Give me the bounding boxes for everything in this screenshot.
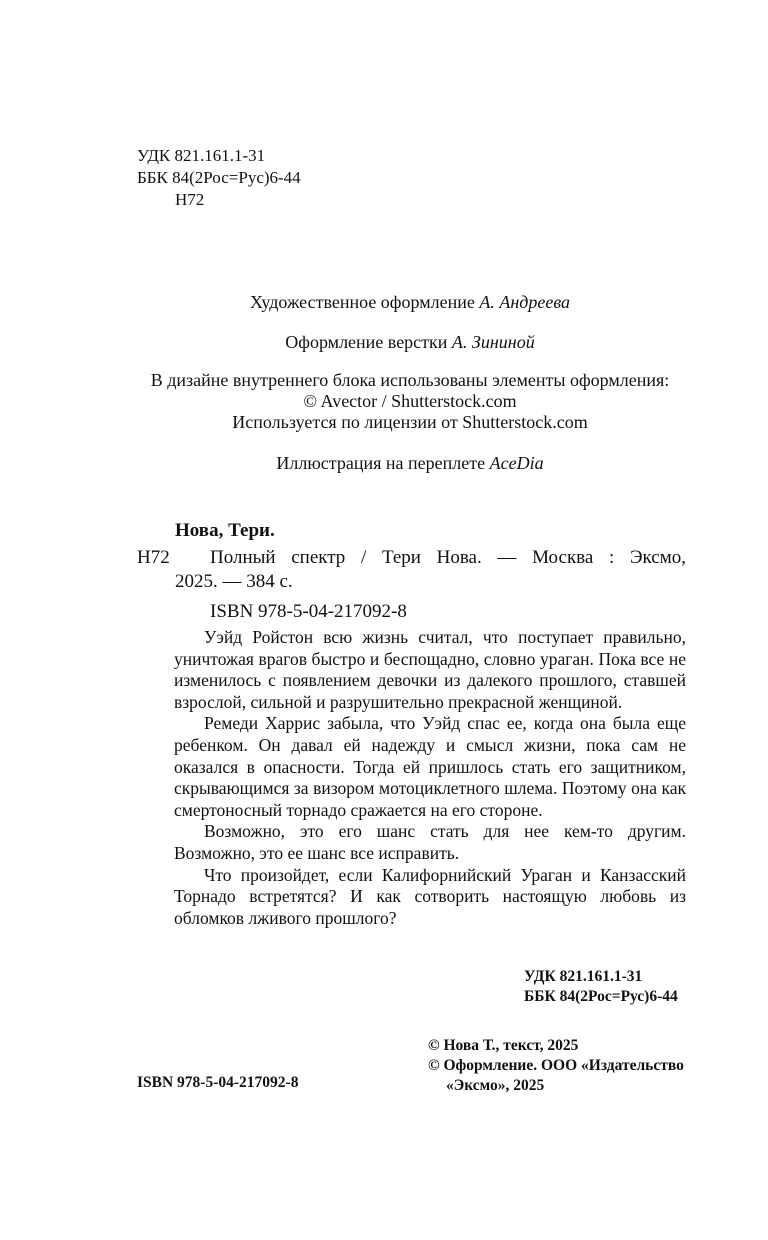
footer-udk: УДК 821.161.1-31 — [524, 968, 643, 985]
copyright-design-line-2: «Эксмо», 2025 — [446, 1077, 545, 1094]
cover-design-credit — [134, 291, 686, 314]
author-heading: Нова, Тери. — [175, 520, 275, 541]
footer-bbk: ББК 84(2Рос=Рус)6-44 — [524, 988, 678, 1005]
cover-design-label: Художественное оформление — [249, 292, 480, 312]
layout-credit — [134, 331, 686, 354]
title-line-1: Полный спектр / Тери Нова. — Москва : Эксмо, — [210, 547, 686, 568]
illustration-label: Иллюстрация на переплете — [276, 453, 490, 473]
annotation-paragraph: Уэйд Ройстон всю жизнь считал, что поступает правильно, уничтожая врагов быстро и беспощадно, словно ураган. Пока все не изменилось с появлением девочки из далекого прошлого, ставшей взрослой, сильной и разрушительно прекрасной женщиной. — [174, 627, 686, 712]
design-elements-line-3: Используется по лицензии от Shutterstock.com — [232, 412, 588, 432]
illustration-credit — [134, 452, 686, 475]
record-isbn: ISBN 978-5-04-217092-8 — [210, 601, 407, 622]
bbk-code: ББК 84(2Рос=Рус)6-44 — [137, 168, 301, 187]
annotation-paragraph: Ремеди Харрис забыла, что Уэйд спас ее, когда она была еще ребенком. Он давал ей надежду и смысл жизни, пока сам не оказался в опасности. Тогда ей пришлось стать его защитником, скрывающимся за визором мотоциклетного шлема. Поэтому она как смертоносный торнадо сражается на его стороне. — [174, 713, 686, 820]
copyright-design-line-1: © Оформление. ООО «Издательство — [428, 1057, 684, 1074]
udk-code: УДК 821.161.1-31 — [137, 146, 266, 165]
copyright-text: © Нова Т., текст, 2025 — [428, 1037, 579, 1054]
illustrator-name: AceDia — [489, 453, 544, 473]
record-mark: Н72 — [137, 547, 170, 568]
author-mark: Н72 — [175, 190, 205, 209]
cover-designer-name: А. Андреева — [479, 292, 571, 312]
design-elements-line-2: © Avector / Shutterstock.com — [303, 391, 517, 411]
design-elements-line-1: В дизайне внутреннего блока использованы элементы оформления: — [150, 370, 670, 390]
annotation-paragraph: Возможно, это его шанс стать для нее кем-то другим. Возможно, это ее шанс все исправить. — [174, 821, 686, 863]
layout-label: Оформление верстки — [285, 332, 452, 352]
annotation-paragraph: Что произойдет, если Калифорнийский Ураган и Канзасский Торнадо встретятся? И как сотворить настоящую любовь из обломков лживого прошлого? — [174, 864, 686, 928]
title-line-2: 2025. — 384 с. — [175, 571, 293, 592]
layout-designer-name: А. Зининой — [451, 332, 535, 352]
footer-isbn: ISBN 978-5-04-217092-8 — [137, 1074, 299, 1091]
annotation — [174, 627, 686, 929]
